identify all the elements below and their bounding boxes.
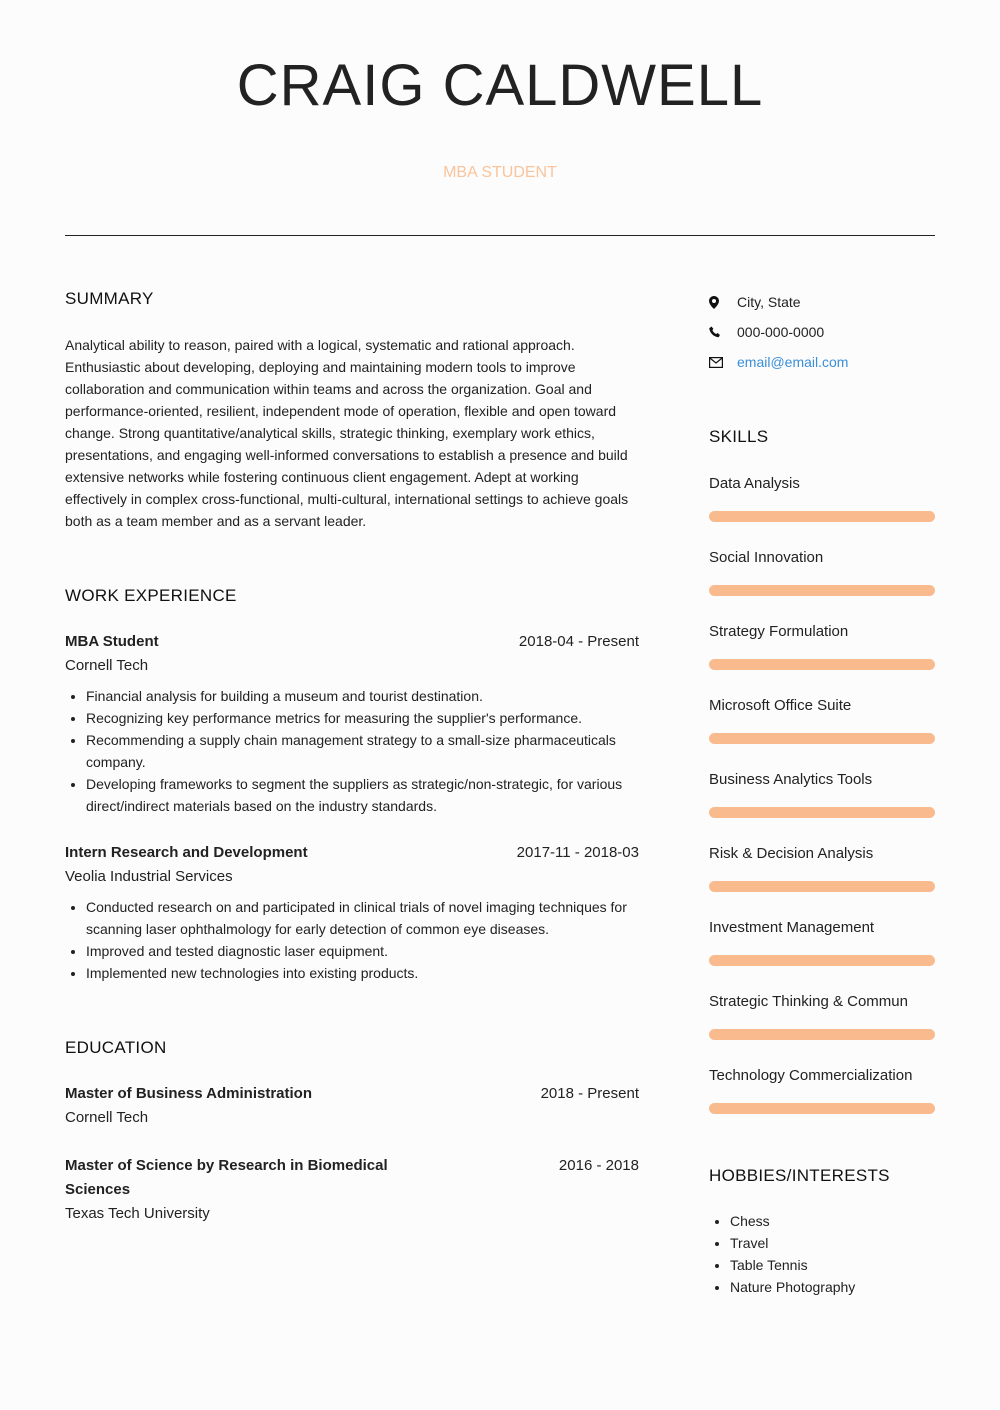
skills-heading: SKILLS	[709, 427, 769, 446]
skill-level-bar	[709, 881, 935, 892]
education-entry	[65, 1082, 639, 1130]
job-entry	[65, 841, 639, 984]
envelope-icon	[709, 357, 737, 368]
skill-name: Technology Commercialization	[709, 1067, 913, 1084]
education-entry	[65, 1154, 639, 1226]
job-bullet: • Implemented new technologies into existing products.	[86, 962, 639, 984]
skill-name: Strategy Formulation	[709, 623, 849, 640]
phone-icon	[709, 326, 737, 338]
education-degree: Master of Science by Research in Biomedical Sciences	[65, 1157, 388, 1198]
skill-level-bar	[709, 511, 935, 522]
job-title: MBA Student	[65, 633, 159, 650]
skill-name: Investment Management	[709, 919, 875, 936]
job-company: Cornell Tech	[65, 657, 149, 674]
job-dates: 2018-04 - Present	[518, 633, 639, 650]
phone-text: 000-000-0000	[737, 324, 825, 340]
job-bullet: • Developing frameworks to segment the suppliers as strategic/non-strategic, for various direct/indirect materials based on the industry standards.	[86, 773, 639, 817]
job-bullet: • Recommending a supply chain management strategy to a small-size pharmaceuticals company.	[86, 729, 639, 773]
education-degree: Master of Business Administration	[65, 1085, 312, 1102]
summary-text: Analytical ability to reason, paired with a logical, systematic and rational approach. Enthusiastic about developing, deploying and maintaining modern tools to improve collaboration and communication within teams and across the organization. Goal and performance-oriented, resilient, independent mode of operation, flexible and open toward change. Strong quantitative/analytical skills, strategic thinking, exemplary work ethics, presentations, and engaging well-informed conversations to establish a presence and build extensive networks while fostering continuous client engagement. Adept at working effectively in complex cross-functional, multi-cultural, international settings to achieve goals both as a team member and as a servant leader.	[65, 337, 629, 529]
education-school: Texas Tech University	[65, 1205, 210, 1222]
hobby-item: • Nature Photography	[730, 1276, 935, 1298]
skills-section	[709, 427, 935, 1114]
location-pin-icon	[709, 296, 737, 309]
skill-level-bar	[709, 1103, 935, 1114]
job-company: Veolia Industrial Services	[65, 868, 233, 885]
work-section	[65, 586, 639, 984]
skill-level-bar	[709, 807, 935, 818]
education-dates: 2018 - Present	[540, 1085, 639, 1102]
email-link[interactable]: email@email.com	[737, 354, 849, 370]
job-title: Intern Research and Development	[65, 844, 308, 861]
skill-level-bar	[709, 733, 935, 744]
skill-name: Social Innovation	[709, 549, 824, 566]
education-header	[65, 1154, 639, 1202]
skill-level-bar	[709, 585, 935, 596]
job-bullet: • Conducted research on and participated in clinical trials of novel imaging techniques for scanning laser ophthalmology for early detection of common eye diseases.	[86, 896, 639, 940]
skill-name: Microsoft Office Suite	[709, 697, 852, 714]
job-header	[65, 630, 639, 654]
hobbies-heading: HOBBIES/INTERESTS	[709, 1166, 890, 1185]
hobbies-list	[709, 1210, 935, 1298]
education-heading: EDUCATION	[65, 1038, 167, 1057]
summary-heading: SUMMARY	[65, 289, 154, 308]
skill-name: Strategic Thinking & Commun	[709, 993, 908, 1010]
contact-location	[709, 287, 935, 317]
skill-name: Business Analytics Tools	[709, 771, 873, 788]
location-text: City, State	[737, 294, 801, 310]
skill-level-bar	[709, 1029, 935, 1040]
education-section	[65, 1038, 639, 1226]
skill-level-bar	[709, 955, 935, 966]
hobby-item: • Chess	[730, 1210, 935, 1232]
job-bullet: • Improved and tested diagnostic laser equipment.	[86, 940, 639, 962]
job-bullet: • Recognizing key performance metrics for measuring the supplier's performance.	[86, 707, 639, 729]
candidate-name: CRAIG CALDWELL	[236, 53, 764, 118]
contact-phone	[709, 317, 935, 347]
contact-email[interactable]	[709, 347, 935, 377]
job-bullets	[65, 896, 639, 984]
skill-name: Risk & Decision Analysis	[709, 845, 874, 862]
job-dates: 2017-11 - 2018-03	[516, 844, 639, 861]
job-bullet: • Financial analysis for building a museum and tourist destination.	[86, 685, 639, 707]
skill-level-bar	[709, 659, 935, 670]
candidate-title: MBA STUDENT	[443, 164, 557, 181]
hobby-item: • Table Tennis	[730, 1254, 935, 1276]
job-bullets	[65, 685, 639, 817]
sidebar	[709, 287, 935, 1298]
skill-name: Data Analysis	[709, 475, 800, 492]
education-dates: 2016 - 2018	[558, 1157, 639, 1174]
education-header	[65, 1082, 639, 1106]
hobby-item: • Travel	[730, 1232, 935, 1254]
education-school: Cornell Tech	[65, 1109, 149, 1126]
header-divider	[65, 235, 935, 236]
work-heading: WORK EXPERIENCE	[65, 586, 237, 605]
job-header	[65, 841, 639, 865]
main-column	[65, 289, 639, 1226]
job-entry	[65, 630, 639, 817]
